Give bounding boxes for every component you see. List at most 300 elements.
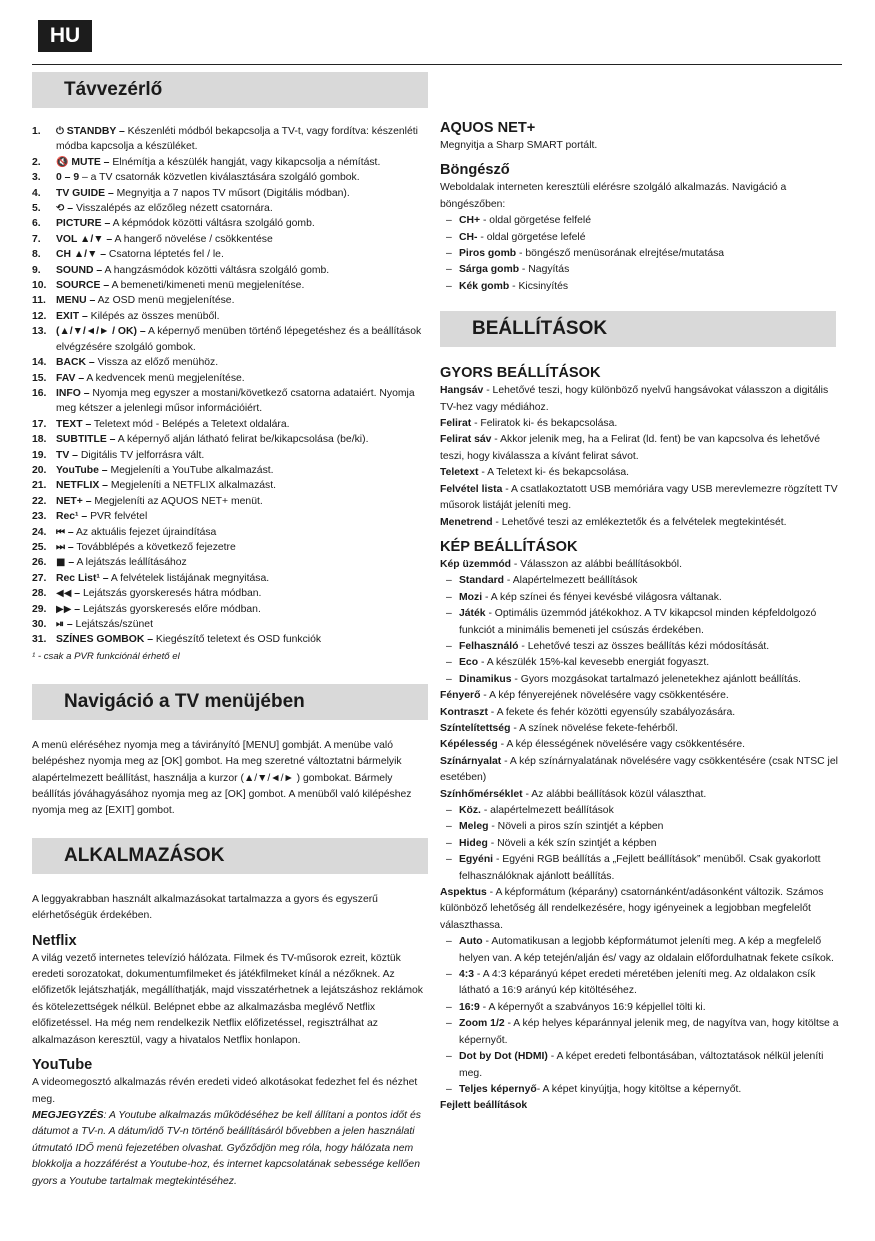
- remote-list-item: [32, 155, 428, 170]
- item-text: [56, 355, 428, 370]
- temperature-item: [440, 852, 840, 885]
- item-number: 3.: [32, 172, 41, 184]
- button-description: A képernyő menüben történő lépegetéshez és a beállítások elvégzésére szolgáló gombok.: [56, 326, 422, 353]
- browser-item: [440, 279, 840, 295]
- picture-setting: [440, 705, 840, 721]
- item-number: 15.: [32, 372, 47, 384]
- aspect-item-text: - A képernyőt a szabványos 16:9 képjellel tölti ki.: [479, 1001, 706, 1013]
- button-name: INFO –: [56, 387, 90, 399]
- button-name: –: [65, 541, 74, 553]
- remote-list-item: [32, 448, 428, 463]
- button-description: PVR felvétel: [87, 511, 148, 523]
- picture-mode-item: [440, 639, 840, 655]
- remote-list-item: [32, 555, 428, 570]
- button-name: –: [65, 526, 74, 538]
- aspect-item: [440, 1082, 840, 1098]
- temperature-item-text: - Egyéni RGB beállítás a „Fejlett beállítások” menüből. Csak gyakorlott felhasználóknak ajánlott beállítás.: [459, 854, 821, 882]
- picture-mode-item-text: - Optimális üzemmód játékokhoz. A TV kikapcsol minden képfeldolgozó funkciót a minimális bemeneti jel csúszás érdekében.: [459, 608, 817, 636]
- button-icon: ⏻: [56, 126, 64, 137]
- item-text: [56, 278, 428, 293]
- item-number: 7.: [32, 233, 41, 245]
- picture-setting-text: - A színek növelése fekete-fehérből.: [510, 722, 678, 734]
- aspect-item-label: Auto: [459, 936, 483, 948]
- button-name: YouTube –: [56, 464, 108, 476]
- aspect-item-text: - A kép helyes képaránnyal jelenik meg, de nagyítva van, hogy kitöltse a képernyőt.: [459, 1018, 839, 1046]
- quick-setting: [440, 515, 840, 531]
- browser-item-text: - böngésző menüsorának elrejtése/mutatása: [516, 248, 725, 260]
- remote-list-item: [32, 417, 428, 432]
- remote-list-item: [32, 478, 428, 493]
- item-number: 27.: [32, 572, 47, 584]
- picture-mode-item-label: Mozi: [459, 591, 483, 603]
- button-name: SZÍNES GOMBOK –: [56, 634, 153, 646]
- item-number: 11.: [32, 295, 46, 307]
- browser-item: [440, 262, 840, 278]
- button-description: Lejátszás/szünet: [72, 619, 153, 630]
- button-description: Nyomja meg egyszer a mostani/következő csatorna adataiért. Nyomja meg kétszer a jelenlegi műsor információiért.: [56, 387, 415, 415]
- aspect: [440, 885, 840, 934]
- netflix-text: A világ vezető internetes televízió hálózata. Filmek és TV-műsorok ezreit, köztük eredeti sorozatokat, dokumentumfilmeket és játékfilmeket kínál a nézőknek. Az előfizetők lejátszhatják, megállíthatják, majd visszatérhetnek a lejátszáshoz reklámok és kötelezettségek nélkül. Belépnet ebbe az alkalmazásba meglévő Netflix előfizetéssel. Ha még nem rendelkezik Netflix előfizetéssel, regisztrálhat az alkalmazáson keresztül, vagy a hivatalos Netflix honlapon.: [32, 952, 423, 1046]
- button-description: Megjeleníti a NETFLIX alkalmazást.: [107, 480, 277, 492]
- quick-setting: [440, 383, 840, 416]
- item-text: [56, 371, 428, 386]
- remote-list-item: [32, 263, 428, 278]
- item-number: 14.: [32, 357, 47, 369]
- item-number: 22.: [32, 495, 47, 507]
- item-text: [56, 617, 428, 632]
- item-number: 1.: [32, 126, 41, 137]
- temperature-item-text: - alapértelmezett beállítások: [480, 805, 614, 816]
- aspect-item: [440, 1049, 840, 1082]
- picture-mode-item-text: - A készülék 15%-kal kevesebb energiát fogyaszt.: [478, 657, 710, 669]
- aspect-item-text: - A képet eredeti felbontásában, változtatások nélkül jeleníti meg.: [459, 1051, 824, 1079]
- item-text: [56, 525, 428, 540]
- quick-setting-label: Felvétel lista: [440, 483, 503, 495]
- button-name: Rec¹ –: [56, 511, 88, 523]
- button-description: Megnyitja a 7 napos TV műsort (Digitális módban).: [113, 187, 350, 199]
- picture-mode-item-text: - Gyors mozgásokat tartalmazó jelenetekhez ajánlott beállítás.: [511, 673, 801, 685]
- item-number: 5.: [32, 203, 41, 215]
- picture-setting-label: Kontraszt: [440, 706, 488, 718]
- section-title-remote: Távvezérlő: [32, 72, 428, 108]
- remote-list-item: [32, 186, 428, 201]
- color-temperature: [440, 787, 840, 803]
- item-text: [56, 432, 428, 447]
- item-text: [56, 309, 428, 324]
- browser-item-text: - Kicsinyítés: [509, 280, 569, 292]
- item-text: [56, 216, 428, 231]
- item-text: [56, 632, 428, 647]
- button-description: Az OSD menü megjelenítése.: [95, 295, 235, 307]
- temperature-item: [440, 803, 840, 819]
- section-title-settings: BEÁLLÍTÁSOK: [440, 311, 836, 347]
- picture-setting-label: Színtelítettség: [440, 722, 511, 734]
- browser-item-label: CH+: [459, 215, 481, 227]
- button-description: Elnémítja a készülék hangját, vagy kikapcsolja a némítást.: [109, 156, 381, 168]
- item-text: [56, 324, 428, 355]
- quick-setting-label: Menetrend: [440, 516, 493, 528]
- item-text: [56, 232, 428, 247]
- aspect-item: [440, 1016, 840, 1049]
- remote-list-item: [32, 432, 428, 447]
- button-name: –: [64, 619, 73, 630]
- item-number: 30.: [32, 619, 47, 630]
- item-text: [56, 186, 428, 201]
- item-text: [56, 509, 428, 524]
- aspect-item-label: Dot by Dot (HDMI): [459, 1051, 548, 1063]
- header-divider: [32, 64, 842, 65]
- browser-item: [440, 246, 840, 262]
- quick-setting-text: - Lehetővé teszi az emlékeztetők és a felvételek megtekintését.: [492, 516, 787, 528]
- item-number: 8.: [32, 249, 41, 261]
- picture-mode-list: [440, 573, 840, 688]
- item-number: 19.: [32, 449, 47, 461]
- button-description: Digitális TV jelforrásra vált.: [77, 449, 205, 461]
- remote-list-item: [32, 278, 428, 293]
- remote-list-item: [32, 355, 428, 370]
- quick-setting-text: - A csatlakoztatott USB memóriára vagy USB merevlemezre rögzített TV műsorok listáját jeleníti meg.: [440, 483, 838, 512]
- button-name: SUBTITLE –: [56, 434, 116, 446]
- quick-settings-list: [440, 383, 840, 531]
- aspect-item-text: - Automatikusan a legjobb képformátumot jeleníti meg. A kép a megfelelő helyen van. A kép tetején/alján és/ vagy az oldalain előfordulhatnak fekete csíkok.: [459, 936, 834, 964]
- remote-list-item: [32, 124, 428, 155]
- youtube-text: A videomegosztó alkalmazás révén eredeti videó alkotásokat fedezhet fel és nézhet meg.: [32, 1077, 418, 1105]
- button-name: VOL ▲/▼ –: [56, 233, 113, 245]
- quick-setting: [440, 465, 840, 481]
- button-icon: ◀◀: [56, 588, 72, 600]
- item-text: [56, 571, 428, 586]
- section-title-navigation: Navigáció a TV menüjében: [32, 684, 428, 720]
- item-number: 26.: [32, 557, 47, 569]
- picture-setting: [440, 737, 840, 753]
- picture-setting-label: Színárnyalat: [440, 755, 502, 767]
- quick-setting-text: - Akkor jelenik meg, ha a Felirat (ld. fent) be van kapcsolva és lehetővé teszi, hogy kiválassza a kívánt felirat sávot.: [440, 434, 821, 462]
- browser-heading: Böngésző: [440, 162, 510, 179]
- aspect-item: [440, 934, 840, 967]
- browser-item-label: CH-: [459, 231, 478, 243]
- picture-mode-item-label: Eco: [459, 657, 479, 669]
- remote-list-item: [32, 463, 428, 478]
- picture-setting-label: Fényerő: [440, 690, 481, 702]
- item-number: 17.: [32, 418, 47, 430]
- button-icon: ▶▶: [56, 603, 72, 615]
- remote-list-item: [32, 371, 428, 386]
- picture-setting-text: - A kép színárnyalatának növelésére vagy csökkentésére (csak NTSC jel esetében): [440, 755, 838, 784]
- item-number: 16.: [32, 387, 47, 399]
- remote-list-item: [32, 571, 428, 586]
- picture-setting: [440, 721, 840, 737]
- quick-settings-heading: GYORS BEÁLLÍTÁSOK: [440, 365, 601, 382]
- picture-mode-item-text: - A kép színei és fényei kevésbé világosra váltanak.: [482, 591, 722, 603]
- aspect-list: [440, 934, 840, 1098]
- remote-list-item: [32, 309, 428, 324]
- temperature-item-label: Hideg: [459, 837, 488, 849]
- advanced-settings: Fejlett beállítások: [440, 1100, 528, 1112]
- picture-mode-item-text: - Alapértelmezett beállítások: [504, 575, 638, 587]
- picture-mode-label: Kép üzemmód: [440, 558, 512, 570]
- item-text: [56, 386, 428, 417]
- button-name: –: [64, 203, 74, 215]
- picture-settings-list: [440, 688, 840, 786]
- language-badge: HU: [38, 20, 92, 52]
- browser-text: Weboldalak interneten keresztüli elérésre szolgáló alkalmazás. Navigáció a böngészőben:: [440, 182, 787, 210]
- button-name: (▲/▼/◄/► / OK) –: [56, 326, 146, 338]
- picture-mode-item-label: Dinamikus: [459, 673, 512, 685]
- item-text: [56, 170, 428, 185]
- browser-item-text: - oldal görgetése lefelé: [477, 231, 586, 243]
- button-name: NET+ –: [56, 495, 92, 507]
- color-temperature-text: - Az alábbi beállítások közül választhat.: [522, 788, 707, 800]
- button-icon: ⏮: [56, 526, 65, 538]
- picture-mode: [440, 557, 840, 573]
- temperature-item-label: Meleg: [459, 821, 489, 833]
- item-number: 10.: [32, 280, 47, 292]
- remote-list-item: [32, 509, 428, 524]
- quick-setting: [440, 416, 840, 432]
- picture-setting-text: - A fekete és fehér közötti egyensúly szabályozására.: [487, 706, 736, 718]
- button-name: STANDBY –: [63, 126, 125, 137]
- picture-mode-item-label: Standard: [459, 575, 505, 587]
- item-number: 2.: [32, 156, 41, 168]
- button-name: FAV –: [56, 372, 85, 384]
- button-name: SOURCE –: [56, 280, 110, 292]
- button-icon: 🔇: [56, 156, 69, 168]
- button-description: A képernyő alján látható felirat be/kikapcsolása (be/ki).: [115, 434, 369, 446]
- button-name: TV GUIDE –: [56, 187, 114, 199]
- item-text: [56, 293, 428, 308]
- button-description: Kiegészítő teletext és OSD funkciók: [153, 634, 322, 646]
- picture-setting: [440, 688, 840, 704]
- picture-setting-text: - A kép élességének növelésére vagy csökkentésére.: [497, 739, 745, 751]
- picture-mode-item: [440, 655, 840, 671]
- button-description: A képmódok közötti váltásra szolgáló gomb.: [110, 218, 315, 230]
- section-title-apps: ALKALMAZÁSOK: [32, 838, 428, 874]
- picture-mode-item-label: Játék: [459, 608, 486, 620]
- button-description: A kedvencek menü megjelenítése.: [84, 372, 245, 384]
- button-description: Készenléti módból bekapcsolja a TV-t, vagy fordítva: készenléti módba kapcsolja a készüléket.: [56, 126, 418, 153]
- remote-list-item: [32, 324, 428, 355]
- button-description: A bemeneti/kimeneti menü megjelenítése.: [109, 280, 305, 292]
- button-name: MUTE –: [68, 156, 110, 168]
- button-description: Kilépés az összes menüből.: [87, 310, 220, 322]
- item-text: [56, 555, 428, 570]
- item-text: [56, 540, 428, 555]
- temperature-item: [440, 819, 840, 835]
- item-text: [56, 247, 428, 262]
- button-name: NETFLIX –: [56, 480, 108, 492]
- quick-setting-text: - A Teletext ki- és bekapcsolása.: [478, 467, 630, 479]
- remote-list-item: [32, 216, 428, 231]
- button-name: 0 – 9: [56, 172, 80, 184]
- button-description: Lejátszás gyorskeresés hátra módban.: [80, 588, 262, 600]
- item-text: [56, 155, 428, 170]
- quick-setting-label: Felirat: [440, 418, 472, 430]
- button-name: CH ▲/▼ –: [56, 249, 107, 261]
- aspect-label: Aspektus: [440, 887, 487, 899]
- button-description: A lejátszás leállításához: [74, 557, 187, 569]
- youtube-note: [32, 1108, 428, 1190]
- item-number: 12.: [32, 310, 47, 322]
- button-description: Megjeleníti az AQUOS NET+ menüt.: [91, 495, 263, 507]
- item-number: 9.: [32, 264, 41, 276]
- remote-list-item: [32, 602, 428, 617]
- netflix-heading: Netflix: [32, 932, 77, 949]
- item-text: [56, 201, 428, 216]
- youtube-note-label: MEGJEGYZÉS: [32, 1109, 104, 1121]
- quick-setting: [440, 432, 840, 465]
- button-description: Megjeleníti a YouTube alkalmazást.: [107, 464, 274, 476]
- button-icon: ■: [56, 557, 66, 569]
- aspect-item-label: Teljes képernyő: [459, 1083, 537, 1095]
- item-number: 23.: [32, 511, 47, 523]
- browser-item-text: - Nagyítás: [519, 264, 570, 276]
- item-number: 29.: [32, 603, 47, 615]
- remote-list-item: [32, 632, 428, 647]
- picture-setting: [440, 754, 840, 787]
- button-description: A felvételek listájának megnyitása.: [108, 572, 270, 584]
- item-text: [56, 124, 428, 155]
- aspect-item-text: - A képet kinyújtja, hogy kitöltse a képernyőt.: [536, 1083, 742, 1095]
- aspect-item-text: - A 4:3 képarányú képet eredeti méretében jeleníti meg. Az oldalakon csík látható a 16:9 arányú kép kitöltéséhez.: [459, 969, 816, 997]
- item-number: 31.: [32, 634, 47, 646]
- picture-setting-label: Képélesség: [440, 739, 498, 751]
- remote-list-item: [32, 617, 428, 632]
- picture-settings-heading: KÉP BEÁLLÍTÁSOK: [440, 538, 578, 555]
- aspect-item: [440, 967, 840, 1000]
- button-description: Az aktuális fejezet újraindítása: [73, 526, 217, 538]
- item-number: 25.: [32, 541, 47, 553]
- quick-setting-label: Felirat sáv: [440, 434, 492, 446]
- remote-list: [32, 124, 428, 648]
- button-description: Továbblépés a következő fejezetre: [73, 541, 236, 553]
- item-text: [56, 263, 428, 278]
- item-text: [56, 463, 428, 478]
- remote-list-item: [32, 232, 428, 247]
- navigation-text: A menü eléréséhez nyomja meg a távirányító [MENU] gombját. A menübe való belépéshez nyomja meg az [OK] gombot. Ha meg szeretné változtatni bármelyik alapértelmezett beállítást, használja a kurzor (▲/▼/◄/► ) gombokat. Bármely beállítás jóváhagyásához nyomja meg az [OK] gombot. A menüből való kilépéshez nyomja meg az [EXIT] gombot.: [32, 739, 412, 817]
- aspect-item-label: 16:9: [459, 1001, 480, 1013]
- aspect-item-label: 4:3: [459, 969, 475, 981]
- temperature-item-label: Köz.: [459, 805, 481, 816]
- item-number: 4.: [32, 187, 41, 199]
- button-name: TEXT –: [56, 418, 92, 430]
- remote-list-item: [32, 247, 428, 262]
- left-column: [32, 72, 428, 1190]
- item-number: 21.: [32, 480, 47, 492]
- button-name: EXIT –: [56, 310, 88, 322]
- temperature-item: [440, 836, 840, 852]
- temperature-item-label: Egyéni: [459, 854, 494, 866]
- item-text: [56, 417, 428, 432]
- button-icon: ⏯: [56, 619, 64, 630]
- quick-setting-text: - Lehetővé teszi, hogy különböző nyelvű hangsávokat válasszon a digitális TV-hez vagy médiához.: [440, 385, 829, 413]
- quick-setting: [440, 482, 840, 515]
- footnote: ¹ - csak a PVR funkciónál érhető el: [32, 650, 180, 662]
- button-description: Visszalépés az előzőleg nézett csatornára.: [73, 203, 273, 215]
- item-text: [56, 448, 428, 463]
- remote-list-item: [32, 525, 428, 540]
- picture-setting-text: - A kép fényerejének növelésére vagy csökkentésére.: [480, 690, 729, 702]
- item-number: 28.: [32, 588, 47, 600]
- temperature-item-text: - Növeli a piros szín szintjét a képben: [488, 821, 664, 833]
- aquos-heading: AQUOS NET+: [440, 120, 536, 136]
- remote-list-item: [32, 201, 428, 216]
- picture-mode-item-text: - Lehetővé teszi az összes beállítás kézi módosítását.: [518, 640, 770, 652]
- button-description: Vissza az előző menühöz.: [94, 357, 219, 369]
- picture-mode-item: [440, 573, 840, 589]
- remote-list-item: [32, 586, 428, 601]
- button-description: A hangzásmódok közötti váltásra szolgáló gomb.: [102, 264, 330, 276]
- picture-mode-item: [440, 590, 840, 606]
- item-text: [56, 494, 428, 509]
- aspect-item: [440, 1000, 840, 1016]
- button-name: SOUND –: [56, 264, 103, 276]
- button-name: MENU –: [56, 295, 96, 307]
- browser-list: [440, 213, 840, 295]
- button-name: –: [65, 557, 75, 569]
- button-description: Teletext mód - Belépés a Teletext oldalára.: [91, 418, 290, 430]
- button-name: –: [71, 588, 81, 600]
- button-name: PICTURE –: [56, 218, 111, 230]
- remote-list-item: [32, 540, 428, 555]
- picture-mode-item: [440, 672, 840, 688]
- item-number: 18.: [32, 434, 47, 446]
- quick-setting-text: - Feliratok ki- és bekapcsolása.: [471, 418, 618, 430]
- browser-item: [440, 213, 840, 229]
- item-text: [56, 478, 428, 493]
- button-description: – a TV csatornák közvetlen kiválasztására szolgáló gombok.: [79, 172, 360, 184]
- remote-list-item: [32, 386, 428, 417]
- button-name: Rec List¹ –: [56, 572, 109, 584]
- picture-mode-item: [440, 606, 840, 639]
- button-description: Lejátszás gyorskeresés előre módban.: [80, 603, 261, 615]
- aspect-text: - A képformátum (képarány) csatornánként/adásonként változik. Számos különböző lehetőség áll rendelkezésére, hogy igényeinek a legjobban megfelelőt választhassa.: [440, 887, 824, 931]
- quick-setting-label: Teletext: [440, 467, 479, 479]
- aquos-text: Megnyitja a Sharp SMART portált.: [440, 140, 598, 151]
- remote-list-item: [32, 170, 428, 185]
- browser-item-label: Kék gomb: [459, 280, 510, 292]
- temperature-item-text: - Növeli a kék szín szintjét a képben: [487, 837, 657, 849]
- item-number: 6.: [32, 218, 41, 230]
- youtube-heading: YouTube: [32, 1057, 93, 1074]
- browser-item-label: Piros gomb: [459, 248, 517, 260]
- youtube-note-text: : A Youtube alkalmazás működéséhez be kell állítani a pontos időt és dátumot a TV-n. A dátum/idő TV-n történő beállításáról bővebben a jelen használati útmutató IDŐ menü fejezetében olvashat. Győződjön meg róla, hogy hálózata nem blokkolja a hozzáférést a Youtube-hoz, és internet kapcsolatának sebessége kellően gyors a Youtube tartalmak megtekintéséhez.: [32, 1109, 421, 1187]
- color-temperature-label: Színhőmérséklet: [440, 788, 523, 800]
- browser-item-text: - oldal görgetése felfelé: [480, 215, 591, 227]
- remote-list-item: [32, 293, 428, 308]
- aspect-item-label: Zoom 1/2: [459, 1018, 505, 1030]
- quick-setting-label: Hangsáv: [440, 385, 484, 397]
- right-column-content: [440, 80, 840, 1115]
- item-number: 20.: [32, 464, 47, 476]
- color-temperature-list: [440, 803, 840, 885]
- button-name: –: [71, 603, 81, 615]
- button-description: Csatorna léptetés fel / le.: [106, 249, 224, 261]
- picture-mode-item-label: Felhasználó: [459, 640, 519, 652]
- apps-intro: A leggyakrabban használt alkalmazásokat tartalmazza a gyors és egyszerű elérhetőségük érdekében.: [32, 893, 378, 922]
- button-name: TV –: [56, 449, 78, 461]
- item-number: 24.: [32, 526, 47, 538]
- button-name: BACK –: [56, 357, 95, 369]
- remote-list-item: [32, 494, 428, 509]
- item-number: 13.: [32, 326, 47, 338]
- button-description: A hangerő növelése / csökkentése: [112, 233, 273, 245]
- item-text: [56, 586, 428, 601]
- button-icon: ⟲: [56, 203, 65, 215]
- browser-item: [440, 230, 840, 246]
- browser-item-label: Sárga gomb: [459, 264, 520, 276]
- item-text: [56, 602, 428, 617]
- picture-mode-text: - Válasszon az alábbi beállításokból.: [511, 558, 682, 570]
